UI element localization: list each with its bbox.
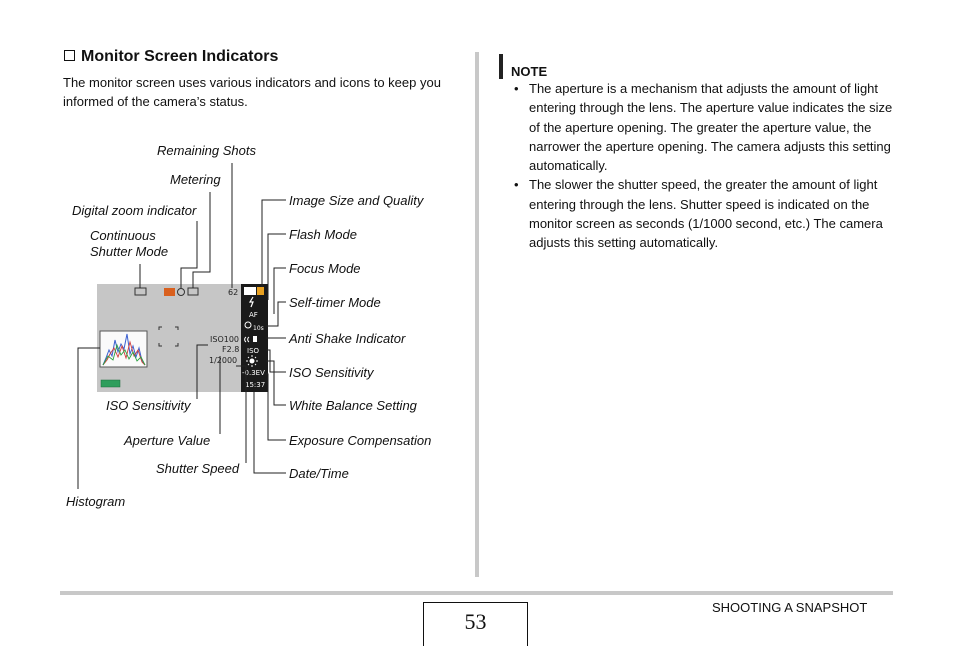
label-continuous-1: Continuous — [90, 228, 156, 243]
screen-timer: 10s — [253, 325, 264, 332]
screen-iso-value: ISO100 — [210, 335, 240, 344]
label-date-time: Date/Time — [289, 466, 349, 481]
label-digital-zoom: Digital zoom indicator — [72, 203, 197, 218]
quality-icon — [257, 287, 264, 295]
label-continuous-2: Shutter Mode — [90, 244, 169, 259]
note-item: • The slower the shutter speed, the greater the amount of light entering through the lens. Shutter speed is indicated on the monitor screen as seconds (1/1000 second, etc.) The camera adjusts this setting automatically. — [511, 175, 896, 252]
column-divider — [475, 52, 479, 577]
label-focus-mode: Focus Mode — [289, 261, 361, 276]
battery-icon — [101, 380, 120, 387]
label-flash-mode: Flash Mode — [289, 227, 357, 242]
label-iso-left: ISO Sensitivity — [106, 398, 191, 413]
screen-time: 15:37 — [245, 381, 266, 389]
section-title-text: Monitor Screen Indicators — [81, 48, 279, 65]
screen-shutter-value: 1/2000 — [209, 356, 238, 365]
screen-f-value: F2.8 — [222, 345, 240, 354]
note-marker — [499, 54, 503, 79]
image-size-icon — [244, 287, 256, 295]
label-image-size: Image Size and Quality — [289, 193, 424, 208]
recording-icon — [164, 288, 175, 296]
screen-shots-count: 62 — [228, 288, 239, 297]
label-histogram: Histogram — [66, 494, 126, 509]
label-anti-shake: Anti Shake Indicator — [289, 331, 406, 346]
note-item: • The aperture is a mechanism that adjusts the amount of light entering through the lens. The aperture value indicates the size of the aperture opening. The greater the aperture value, the narrower the aperture opening. The camera adjusts this setting automatically. — [511, 79, 896, 175]
label-iso-right: ISO Sensitivity — [289, 365, 374, 380]
footer-section-name: SHOOTING A SNAPSHOT — [712, 600, 868, 615]
label-exposure-comp: Exposure Compensation — [289, 433, 432, 448]
label-white-balance: White Balance Setting — [289, 398, 417, 413]
label-aperture: Aperture Value — [124, 433, 211, 448]
screen-ev: -0.3EV — [242, 369, 265, 377]
label-remaining-shots: Remaining Shots — [157, 143, 256, 158]
note-title: NOTE — [511, 64, 548, 79]
label-metering: Metering — [170, 172, 221, 187]
screen-iso-icon: ISO — [247, 347, 260, 355]
label-self-timer: Self-timer Mode — [289, 295, 381, 310]
intro-paragraph: The monitor screen uses various indicators and icons to keep you informed of the camera’s status. — [63, 75, 441, 109]
footer-rule — [60, 591, 893, 595]
label-shutter: Shutter Speed — [156, 461, 240, 476]
screen-af: AF — [249, 311, 258, 319]
white-balance-icon — [250, 359, 255, 364]
note-list — [511, 79, 896, 253]
page-number: 53 — [423, 602, 528, 646]
